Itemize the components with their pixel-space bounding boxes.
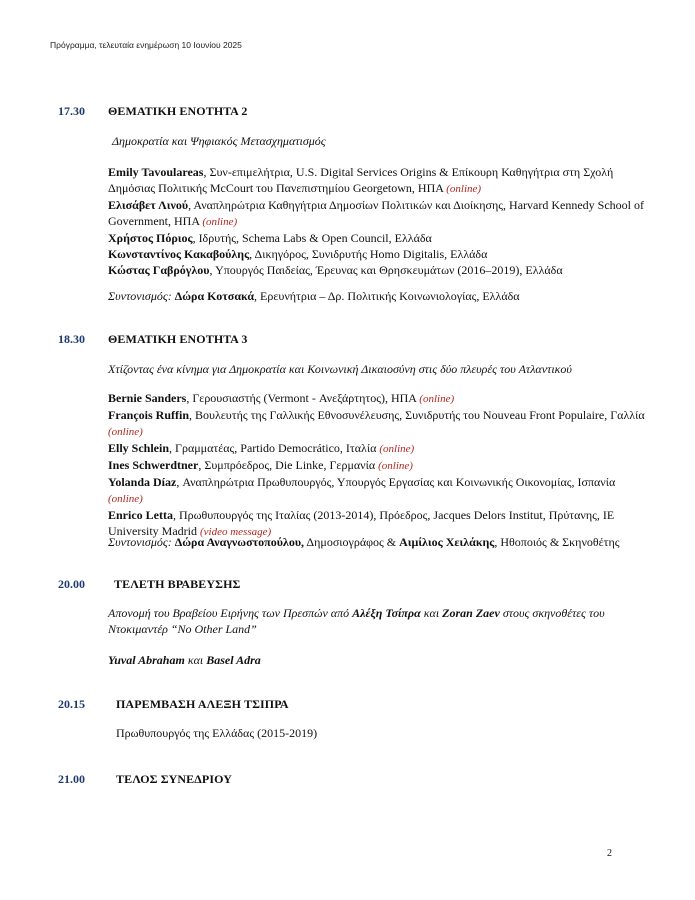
speaker-item	[108, 230, 648, 246]
speaker-desc: , Βουλευτής της Γαλλικής Εθνοσυνέλευσης, Συνιδρυτής του Nouveau Front Populaire, Γαλλία	[189, 408, 645, 422]
speaker-name: Yolanda Díaz	[108, 475, 177, 489]
speaker-name: Emily Tavoulareas	[108, 165, 204, 179]
moderator-name: Δώρα Κοτσακά	[174, 289, 255, 303]
speaker-name: Ελισάβετ Λινού	[108, 198, 189, 212]
session-title: ΤΕΛΟΣ ΣΥΝΕΔΡΙΟΥ	[116, 772, 232, 786]
session-time: 18.30	[58, 332, 85, 346]
speaker-item	[108, 246, 648, 262]
speaker-desc: , Γραμματέας, Partido Democrático, Ιταλία	[169, 441, 380, 455]
speaker-item	[108, 197, 648, 230]
award-presenter-2: Zoran Zaev	[442, 606, 500, 620]
video-note: (video message)	[200, 526, 272, 538]
speaker-name: Elly Schlein	[108, 441, 170, 455]
online-note: (online)	[419, 393, 455, 405]
speaker-name: Ines Schwerdtner	[108, 458, 199, 472]
award-presenter-1: Αλέξη Τσίπρα	[352, 606, 421, 620]
session-subtitle: Δημοκρατία και Ψηφιακός Μετασχηματισμός	[112, 134, 326, 148]
session-title: ΤΕΛΕΤΗ ΒΡΑΒΕΥΣΗΣ	[114, 577, 241, 591]
speaker-desc: , Υπουργός Παιδείας, Έρευνας και Θρησκευμάτων (2016–2019), Ελλάδα	[209, 263, 563, 277]
document-header-note: Πρόγραμμα, τελευταία ενημέρωση 10 Ιουνίου 2025	[50, 40, 242, 50]
award-winners	[108, 652, 648, 668]
speaker-name: Κωνσταντίνος Κακαβούλης	[108, 247, 250, 261]
speaker-desc: , Ιδρυτής, Schema Labs & Open Council, Ελλάδα	[192, 231, 432, 245]
moderation-label: Συντονισμός:	[108, 535, 175, 549]
speaker-desc: , Αναπληρώτρια Πρωθυπουργός, Υπουργός Εργασίας και Κοινωνικής Οικονομίας, Ισπανία	[176, 475, 616, 489]
speaker-desc: , Γερουσιαστής (Vermont - Ανεξάρτητος), ΗΠΑ	[186, 391, 420, 405]
speaker-list	[108, 164, 648, 278]
speaker-name: François Ruffin	[108, 408, 189, 422]
online-note: (online)	[108, 493, 143, 505]
speaker-item	[108, 262, 648, 278]
session-subtitle: Χτίζοντας ένα κίνημα για Δημοκρατία και Κοινωνική Δικαιοσύνη στις δύο πλευρές του Ατλαντικού	[108, 362, 572, 376]
speaker-item	[108, 164, 648, 197]
winner-name-1: Yuval Abraham	[108, 653, 185, 667]
speaker-name: Χρήστος Πόριος	[108, 231, 193, 245]
speaker-name: Enrico Letta	[108, 508, 173, 522]
moderation-line	[108, 288, 648, 304]
speaker-desc: , Συν-επιμελήτρια, U.S. Digital Services Origins & Επίκουρη Καθηγήτρια στη Σχολή Δημόσιας Πολιτικής McCourt του Πανεπιστημίου Georgetown, ΗΠΑ	[108, 165, 614, 195]
online-note: (online)	[108, 426, 143, 438]
speaker-item	[108, 440, 648, 457]
speaker-item	[108, 457, 648, 474]
speaker-desc: , Αναπληρώτρια Καθηγήτρια Δημοσίων Πολιτικών και Διοίκησης, Harvard Kennedy School of Government, ΗΠΑ	[108, 198, 645, 228]
award-text: στους σκηνοθέτες του Ντοκιμαντέρ “No Other Land”	[108, 606, 605, 636]
moderation-line	[108, 534, 648, 550]
speaker-list	[108, 390, 648, 540]
speaker-desc: , Δικηγόρος, Συνιδρυτής Homo Digitalis, Ελλάδα	[249, 247, 488, 261]
moderator-desc: Δημοσιογράφος &	[304, 535, 400, 549]
award-text: Απονομή του Βραβείου Ειρήνης των Πρεσπών από	[108, 606, 353, 620]
online-note: (online)	[202, 216, 238, 228]
online-note: (online)	[446, 183, 482, 195]
online-note: (online)	[378, 460, 413, 472]
moderator-name: Δώρα Αναγνωστοπούλου,	[174, 535, 305, 549]
speaker-item	[108, 407, 648, 440]
session-title: ΘΕΜΑΤΙΚΗ ΕΝΟΤΗΤΑ 2	[108, 104, 248, 118]
moderator-desc-2: , Ηθοποιός & Σκηνοθέτης	[494, 535, 620, 549]
session-time: 20.00	[58, 577, 85, 591]
winner-name-2: Basel Adra	[206, 653, 261, 667]
speaker-item	[108, 390, 648, 407]
session-time: 20.15	[58, 697, 85, 711]
speaker-desc: , Πρωθυπουργός της Ιταλίας (2013-2014), Πρόεδρος, Jacques Delors Institut, Πρύτανης, IE University Madrid	[108, 508, 615, 538]
session-time: 21.00	[58, 772, 85, 786]
award-description	[108, 605, 638, 637]
award-text: και	[420, 606, 443, 620]
moderator-desc: , Ερευνήτρια – Δρ. Πολιτικής Κοινωνιολογίας, Ελλάδα	[254, 289, 520, 303]
session-time: 17.30	[58, 104, 85, 118]
online-note: (online)	[379, 443, 415, 455]
session-title: ΘΕΜΑΤΙΚΗ ΕΝΟΤΗΤΑ 3	[108, 332, 248, 346]
speaker-desc: , Συμπρόεδρος, Die Linke, Γερμανία	[198, 458, 379, 472]
winners-connector: και	[184, 653, 207, 667]
speaker-item	[108, 474, 648, 507]
speaker-name: Κώστας Γαβρόγλου	[108, 263, 210, 277]
speaker-name: Bernie Sanders	[108, 391, 187, 405]
page-number: 2	[607, 848, 612, 859]
session-subtitle: Πρωθυπουργός της Ελλάδας (2015-2019)	[116, 726, 318, 740]
session-title: ΠΑΡΕΜΒΑΣΗ ΑΛΕΞΗ ΤΣΙΠΡΑ	[116, 697, 289, 711]
moderator-name-2: Αιμίλιος Χειλάκης	[399, 535, 495, 549]
moderation-label: Συντονισμός:	[108, 289, 175, 303]
